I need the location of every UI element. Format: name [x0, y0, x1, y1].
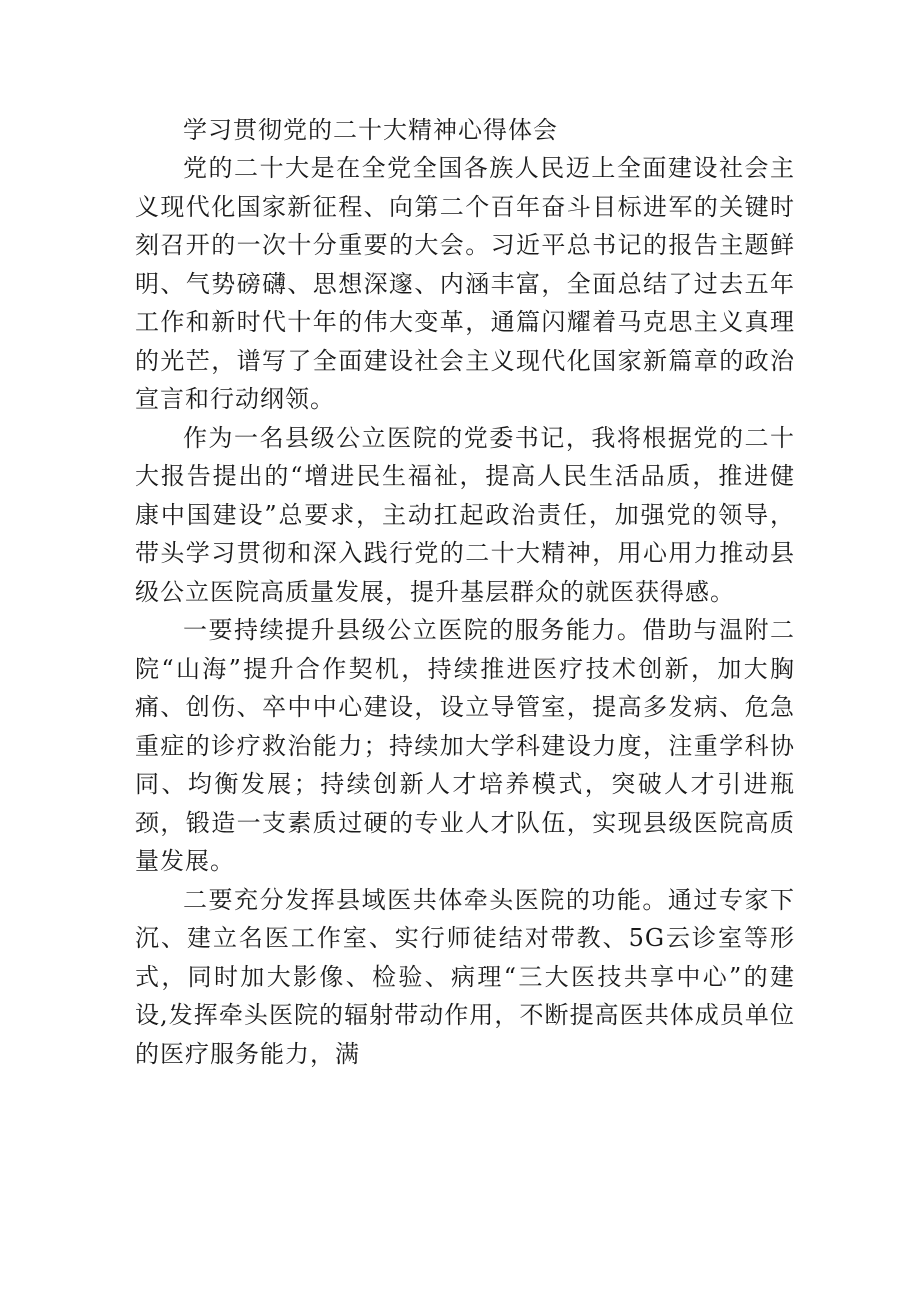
paragraph-point-one: 一要持续提升县级公立医院的服务能力。借助与温附二院“山海”提升合作契机，持续推进医疗技术创新，加大胸痛、创伤、卒中中心建设，设立导管室，提高多发病、危急重症的诊疗救治能力；持续加大学科建设力度，注重学科协同、均衡发展；持续创新人才培养模式，突破人才引进瓶颈，锻造一支素质过硬的专业人才队伍，实现县级医院高质量发展。 [135, 616, 795, 875]
document-body [135, 111, 795, 1073]
paragraph-intro: 党的二十大是在全党全国各族人民迈上全面建设社会主义现代化国家新征程、向第二个百年奋斗目标进军的关键时刻召开的一次十分重要的大会。习近平总书记的报告主题鲜明、气势磅礴、思想深邃、内涵丰富，全面总结了过去五年工作和新时代十年的伟大变革，通篇闪耀着马克思主义真理的光芒，谱写了全面建设社会主义现代化国家新篇章的政治宣言和行动纲领。 [135, 154, 795, 413]
document-title: 学习贯彻党的二十大精神心得体会 [183, 116, 558, 144]
paragraph-role: 作为一名县级公立医院的党委书记，我将根据党的二十大报告提出的“增进民生福祉，提高人民生活品质，推进健康中国建设”总要求，主动扛起政治责任，加强党的领导，带头学习贯彻和深入践行党的二十大精神，用心用力推动县级公立医院高质量发展，提升基层群众的就医获得感。 [135, 423, 795, 606]
paragraph-point-two: 二要充分发挥县域医共体牵头医院的功能。通过专家下沉、建立名医工作室、实行师徒结对带教、5G云诊室等形式，同时加大影像、检验、病理“三大医技共享中心”的建设,发挥牵头医院的辐射带动作用，不断提高医共体成员单位的医疗服务能力，满 [135, 885, 795, 1068]
